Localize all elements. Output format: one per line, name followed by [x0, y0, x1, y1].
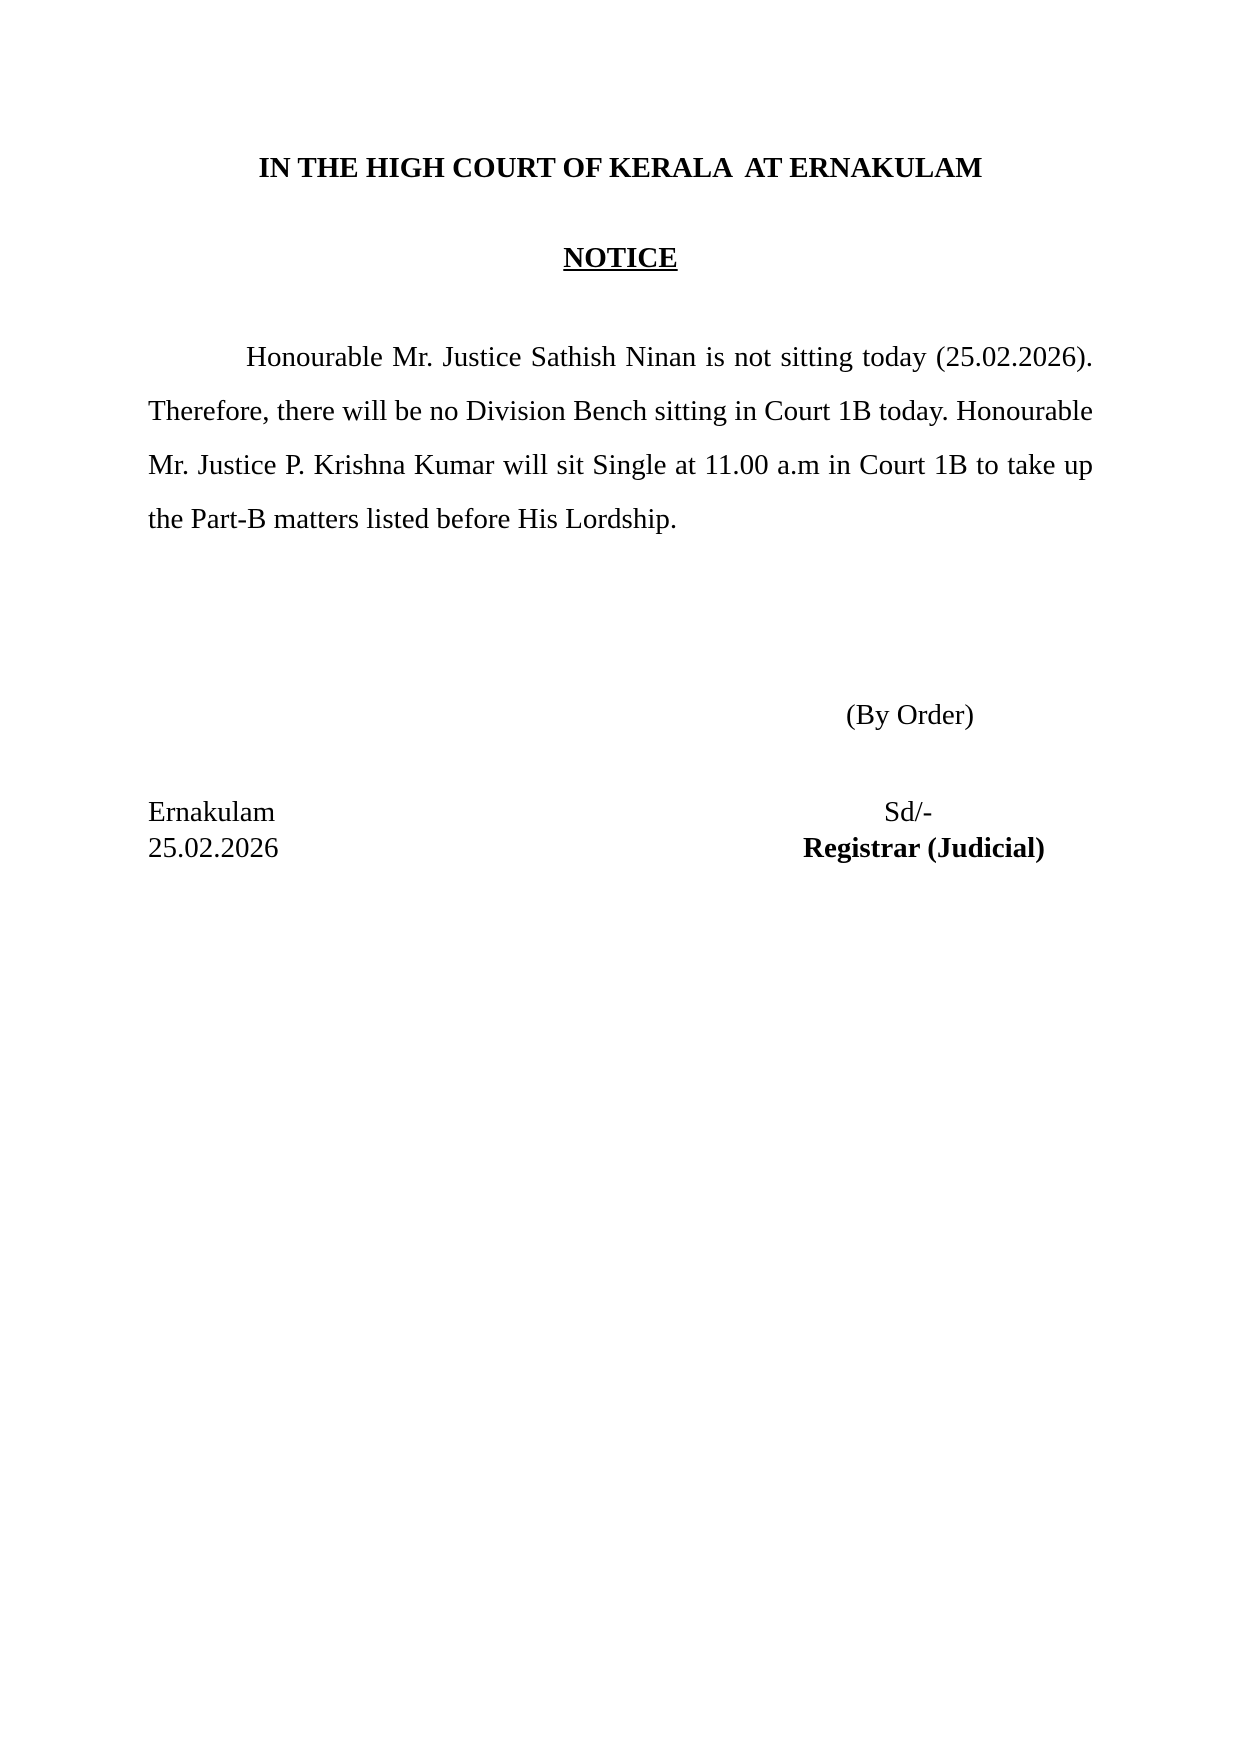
notice-heading-text: NOTICE: [563, 242, 678, 274]
notice-body: Honourable Mr. Justice Sathish Ninan is not sitting today (25.02.2026). Therefore, there will be no Division Bench sitting in Court 1B today. Honourable Mr. Justice P. Krishna Kumar will sit Single at 11.00 a.m in Court 1B to take up the Part-B matters listed before His Lordship.: [148, 341, 1093, 535]
issue-place: Ernakulam: [148, 796, 276, 828]
signature-mark: Sd/-: [884, 796, 933, 828]
notice-heading: [0, 238, 1241, 278]
signatory-designation: Registrar (Judicial): [803, 832, 1045, 864]
issue-date: 25.02.2026: [148, 832, 279, 864]
court-title: IN THE HIGH COURT OF KERALA AT ERNAKULAM: [258, 152, 983, 184]
by-order: (By Order): [846, 699, 975, 731]
